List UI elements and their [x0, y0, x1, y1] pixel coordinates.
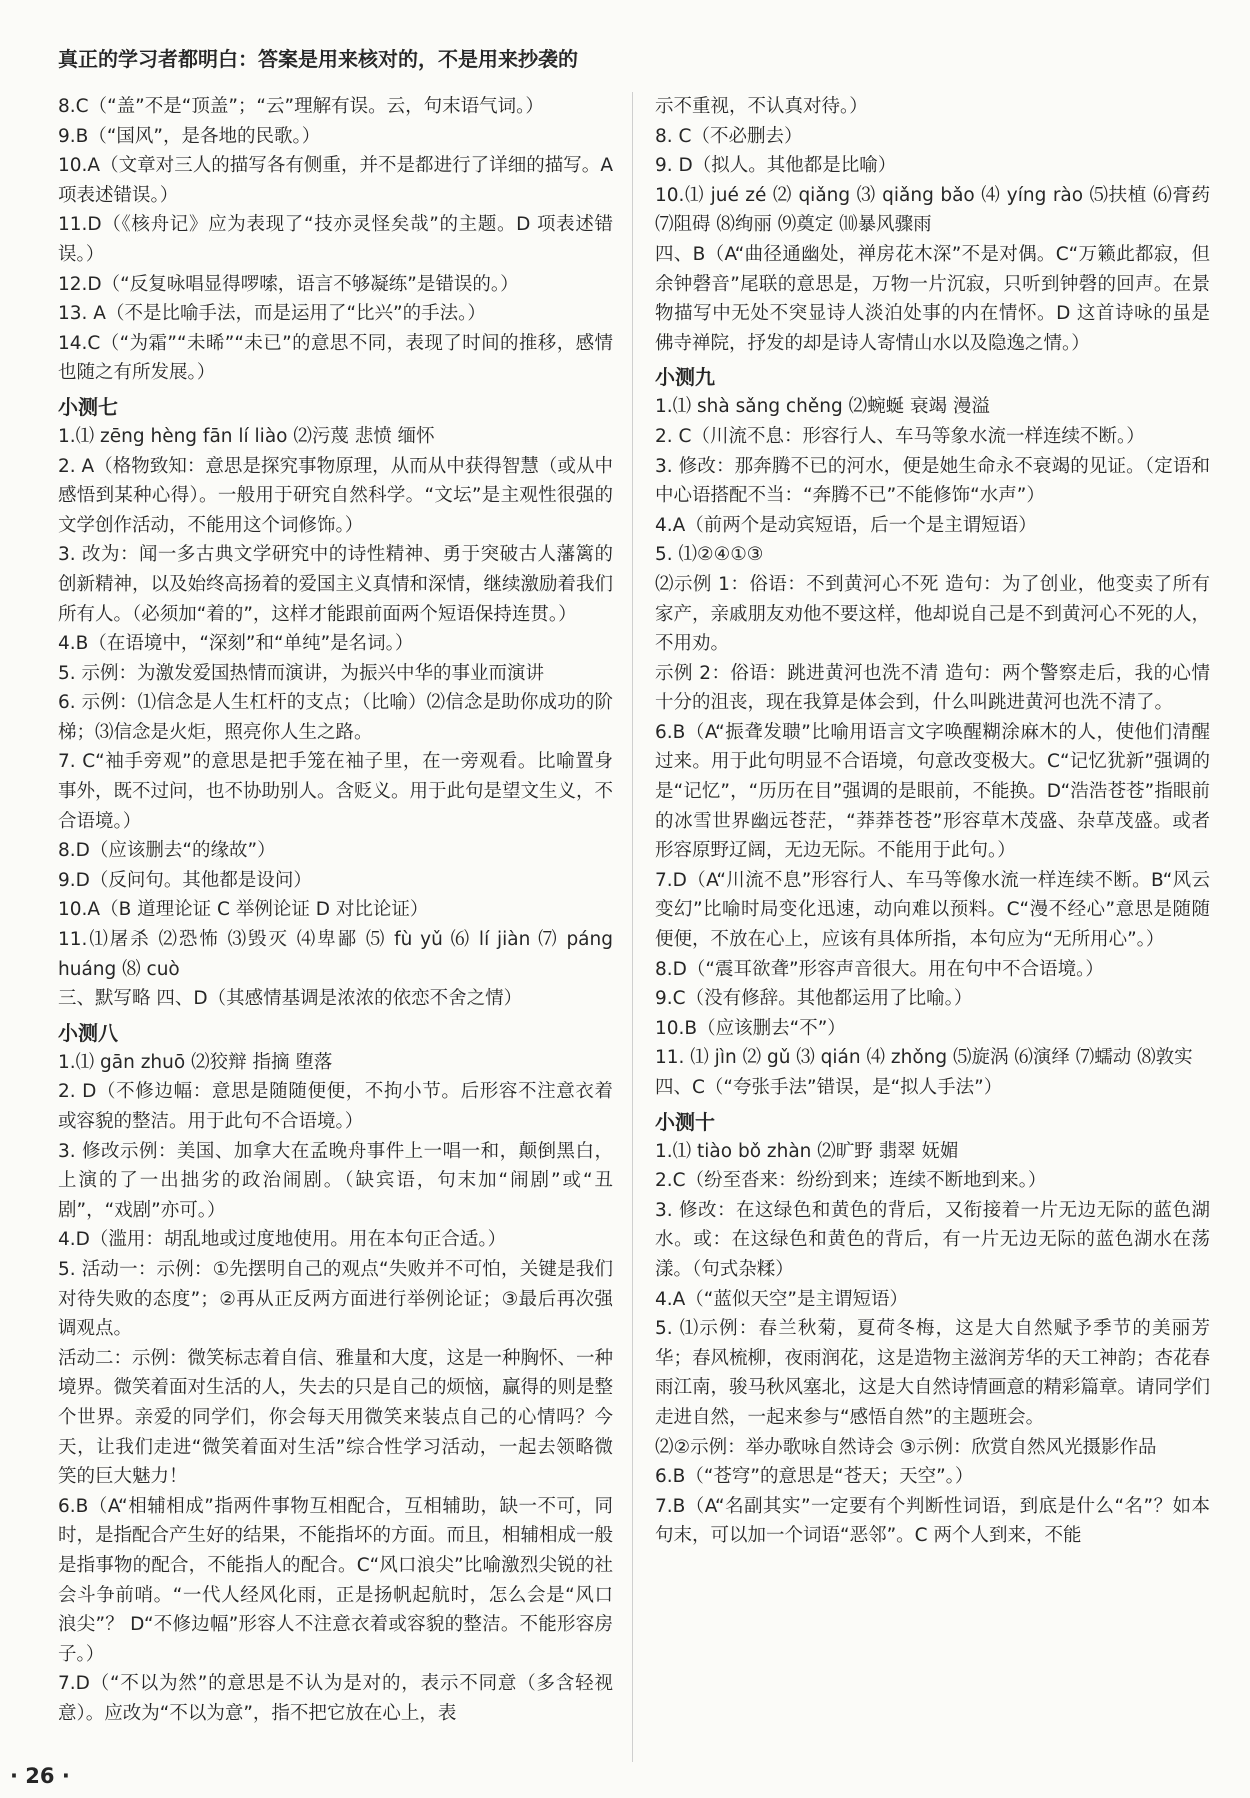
section-heading: 小测十	[655, 1109, 715, 1134]
answer-paragraph: 2.C（纷至沓来：纷纷到来；连续不断地到来。）	[655, 1170, 1047, 1192]
answer-paragraph: 示不重视，不认真对待。）	[655, 96, 868, 117]
section-heading: 小测七	[58, 394, 118, 419]
answer-paragraph: 10.⑴ jué zé ⑵ qiǎng ⑶ qiǎng bǎo ⑷ yíng rào ⑸扶植 ⑹膏药 ⑺阻碍 ⑻绚丽 ⑼奠定 ⑽暴风骤雨	[655, 184, 1210, 236]
answer-paragraph: 11. ⑴ jìn ⑵ gǔ ⑶ qián ⑷ zhǒng ⑸旋涡 ⑹演绎 ⑺蠕动 ⑻敦实	[655, 1047, 1193, 1069]
page-number: · 26 ·	[10, 1764, 70, 1788]
answer-paragraph: 4.B（在语境中，“深刻”和“单纯”是名词。）	[58, 633, 414, 655]
answer-paragraph: 5. 活动一：示例：①先摆明自己的观点“失败并不可怕，关键是我们对待失败的态度”；②再从正反两方面进行举例论证；③最后再次强调观点。	[58, 1258, 613, 1340]
answer-paragraph: 5. 示例：为激发爱国热情而演讲，为振兴中华的事业而演讲	[58, 662, 545, 684]
answer-paragraph: 7.B（A“名副其实”一定要有个判断性词语，到底是什么“名”？如本句末，可以加一个词语“恶邻”。C 两个人到来，不能	[655, 1495, 1210, 1547]
answer-paragraph: 8.C（“盖”不是“顶盖”；“云”理解有误。云，句末语气词。）	[58, 96, 544, 117]
answer-paragraph: ⑵示例 1：俗语：不到黄河心不死 造句：为了创业，他变卖了所有家产，亲戚朋友劝他不要这样，他却说自己是不到黄河心不死的人，不用劝。	[655, 573, 1211, 655]
answer-paragraph: 1.⑴ zēng hèng fān lí liào ⑵污蔑 悲愤 缅怀	[58, 425, 435, 447]
answer-paragraph: 三、默写略 四、D（其感情基调是浓浓的依恋不舍之情）	[58, 988, 523, 1010]
answer-paragraph: 8.D（“震耳欲聋”形容声音很大。用在句中不合语境。）	[655, 958, 1104, 980]
answer-paragraph: 9.D（反问句。其他都是设问）	[58, 869, 312, 891]
answer-paragraph: 9. D（拟人。其他都是比喻）	[655, 155, 897, 177]
answer-paragraph: 10.A（文章对三人的描写各有侧重，并不是都进行了详细的描写。A 项表述错误。）	[58, 155, 613, 206]
answer-paragraph: 3. 修改示例：美国、加拿大在孟晚舟事件上一唱一和，颠倒黑白，上演的了一出拙劣的政治闹剧。（缺宾语，句末加“闹剧”或“丑剧”，“戏剧”亦可。）	[58, 1140, 613, 1221]
section-heading: 小测八	[58, 1020, 118, 1045]
answer-paragraph: 1.⑴ tiào bǒ zhàn ⑵旷野 翡翠 妩媚	[655, 1140, 959, 1162]
answer-paragraph: 四、C（“夸张手法”错误，是“拟人手法”）	[655, 1077, 1003, 1098]
answer-paragraph: 8.D（应该删去“的缘故”）	[58, 840, 276, 862]
answer-paragraph: 9.C（没有修辞。其他都运用了比喻。）	[655, 988, 973, 1010]
answer-paragraph: 7. C“袖手旁观”的意思是把手笼在袖子里，在一旁观看。比喻置身事外，既不过问，也不协助别人。含贬义。用于此句是望文生义，不合语境。）	[58, 751, 614, 832]
left-column	[58, 92, 613, 1728]
answer-paragraph: 四、B（A“曲径通幽处，禅房花木深”不是对偶。C“万籁此都寂，但余钟磬音”尾联的意思是，万物一片沉寂，只听到钟磬的回声。在景物描写中无处不突显诗人淡泊处事的内在情怀。D 这首诗咏的虽是佛寺禅院，抒发的却是诗人寄情山水以及隐逸之情。）	[655, 243, 1210, 354]
answer-paragraph: 14.C（“为霜”“未晞”“未已”的意思不同，表现了时间的推移，感情也随之有所发展。）	[58, 332, 613, 384]
answer-paragraph: 7.D（“不以为然”的意思是不认为是对的，表示不同意（多含轻视意）。应改为“不以为意”，指不把它放在心上，表	[58, 1673, 613, 1724]
answer-paragraph: 4.D（滥用：胡乱地或过度地使用。用在本句正合适。）	[58, 1229, 507, 1251]
answer-paragraph: ⑵②示例：举办歌咏自然诗会 ③示例：欣赏自然风光摄影作品	[655, 1436, 1157, 1458]
answer-paragraph: 6.B（A“相辅相成”指两件事物互相配合，互相辅助，缺一不可，同时，是指配合产生好的结果，不能指坏的方面。而且，相辅相成一般是指事物的配合，不能指人的配合。C“风口浪尖”比喻激烈尖锐的社会斗争前哨。“一代人经风化雨，正是扬帆起航时，怎么会是“风口浪尖”？ D“不修边幅”形容人不注意衣着或容貌的整洁。不能形容房子。）	[58, 1495, 614, 1665]
page-header: 真正的学习者都明白：答案是用来核对的，不是用来抄袭的	[58, 47, 578, 71]
answer-paragraph: 9.B（“国风”，是各地的民歌。）	[58, 125, 321, 147]
answer-paragraph: 11.D（《核舟记》应为表现了“技亦灵怪矣哉”的主题。D 项表述错误。）	[58, 214, 613, 265]
answer-paragraph: 4.A（“蓝似天空”是主谓短语）	[655, 1288, 908, 1310]
answer-paragraph: 13. A（不是比喻手法，而是运用了“比兴”的手法。）	[58, 303, 486, 325]
answer-paragraph: 1.⑴ gān zhuō ⑵狡辩 指摘 堕落	[58, 1051, 333, 1073]
right-column	[655, 92, 1210, 1551]
answer-paragraph: 8. C（不必删去）	[655, 125, 803, 147]
answer-paragraph: 12.D（“反复咏唱显得啰嗦，语言不够凝练”是错误的。）	[58, 273, 519, 295]
answer-paragraph: 活动二：示例：微笑标志着自信、雅量和大度，这是一种胸怀、一种境界。微笑着面对生活的人，失去的只是自己的烦恼，赢得的则是整个世界。亲爱的同学们，你会每天用微笑来装点自己的心情吗？今天，让我们走进“微笑着面对生活”综合性学习活动，一起去领略微笑的巨大魅力！	[58, 1347, 614, 1488]
answer-paragraph: 6.B（A“振聋发聩”比喻用语言文字唤醒糊涂麻木的人，使他们清醒过来。用于此句明显不合语境，句意改变极大。C“记忆犹新”强调的是“记忆”，“历历在目”强调的是眼前，不能换。D“浩浩苍苍”指眼前的冰雪世界幽远苍茫，“莽莽苍苍”形容草木茂盛、杂草茂盛。或者形容原野辽阔，无边无际。不能用于此句。）	[655, 721, 1210, 862]
answer-paragraph: 6.B（“苍穹”的意思是“苍天；天空”。）	[655, 1466, 974, 1488]
answer-paragraph: 1.⑴ shà sǎng chěng ⑵蜿蜒 衰竭 漫溢	[655, 396, 990, 418]
answer-paragraph: 3. 改为：闻一多古典文学研究中的诗性精神、勇于突破古人藩篱的创新精神，以及始终高扬着的爱国主义真情和深情，继续激励着我们所有人。（必须加“着的”，这样才能跟前面两个短语保持连贯。）	[58, 544, 614, 625]
answer-paragraph: 5. ⑴示例：春兰秋菊，夏荷冬梅，这是大自然赋予季节的美丽芳华；春风梳柳，夜雨润花，这是造物主滋润芳华的天工神韵；杏花春雨江南，骏马秋风塞北，这是大自然诗情画意的精彩篇章。请同学们走进自然，一起来参与“感悟自然”的主题班会。	[655, 1318, 1211, 1428]
answer-paragraph: 示例 2：俗语：跳进黄河也洗不清 造句：两个警察走后，我的心情十分的沮丧，现在我算是体会到，什么叫跳进黄河也洗不清了。	[655, 662, 1210, 714]
answer-paragraph: 10.B（应该删去“不”）	[655, 1017, 846, 1039]
answer-paragraph: 6. 示例：⑴信念是人生杠杆的支点；（比喻）⑵信念是助你成功的阶梯；⑶信念是火炬，照亮你人生之路。	[58, 692, 613, 743]
section-heading: 小测九	[655, 365, 715, 390]
answer-paragraph: 3. 修改：在这绿色和黄色的背后，又衔接着一片无边无际的蓝色湖水。或：在这绿色和黄色的背后，有一片无边无际的蓝色湖水在荡漾。（句式杂糅）	[655, 1199, 1210, 1280]
answer-paragraph: 2. A（格物致知：意思是探究事物原理，从而从中获得智慧（或从中感悟到某种心得）。一般用于研究自然科学。“文坛”是主观性很强的文学创作活动，不能用这个词修饰。）	[58, 455, 613, 536]
answer-paragraph: 11.⑴屠杀 ⑵恐怖 ⑶毁灭 ⑷卑鄙 ⑸ fù yǔ ⑹ lí jiàn ⑺ páng huáng ⑻ cuò	[58, 929, 613, 980]
answer-paragraph: 4.A（前两个是动宾短语，后一个是主谓短语）	[655, 514, 1037, 536]
answer-paragraph: 3. 修改：那奔腾不已的河水，便是她生命永不衰竭的见证。（定语和中心语搭配不当：“奔腾不已”不能修饰“水声”）	[655, 455, 1210, 507]
answer-paragraph: 2. C（川流不息：形容行人、车马等象水流一样连续不断。）	[655, 425, 1145, 447]
answer-paragraph: 2. D（不修边幅：意思是随随便便，不拘小节。后形容不注意衣着或容貌的整洁。用于此句不合语境。）	[58, 1081, 613, 1132]
column-divider	[632, 92, 633, 1762]
answer-paragraph: 5. ⑴②④①③	[655, 544, 764, 566]
answer-paragraph: 7.D（A“川流不息”形容行人、车马等像水流一样连续不断。B“风云变幻”比喻时局变化迅速，动向难以预料。C“漫不经心”意思是随随便便，不放在心上，应该有具体所指，本句应为“无所用心”。）	[655, 869, 1210, 951]
answer-paragraph: 10.A（B 道理论证 C 举例论证 D 对比论证）	[58, 899, 429, 921]
